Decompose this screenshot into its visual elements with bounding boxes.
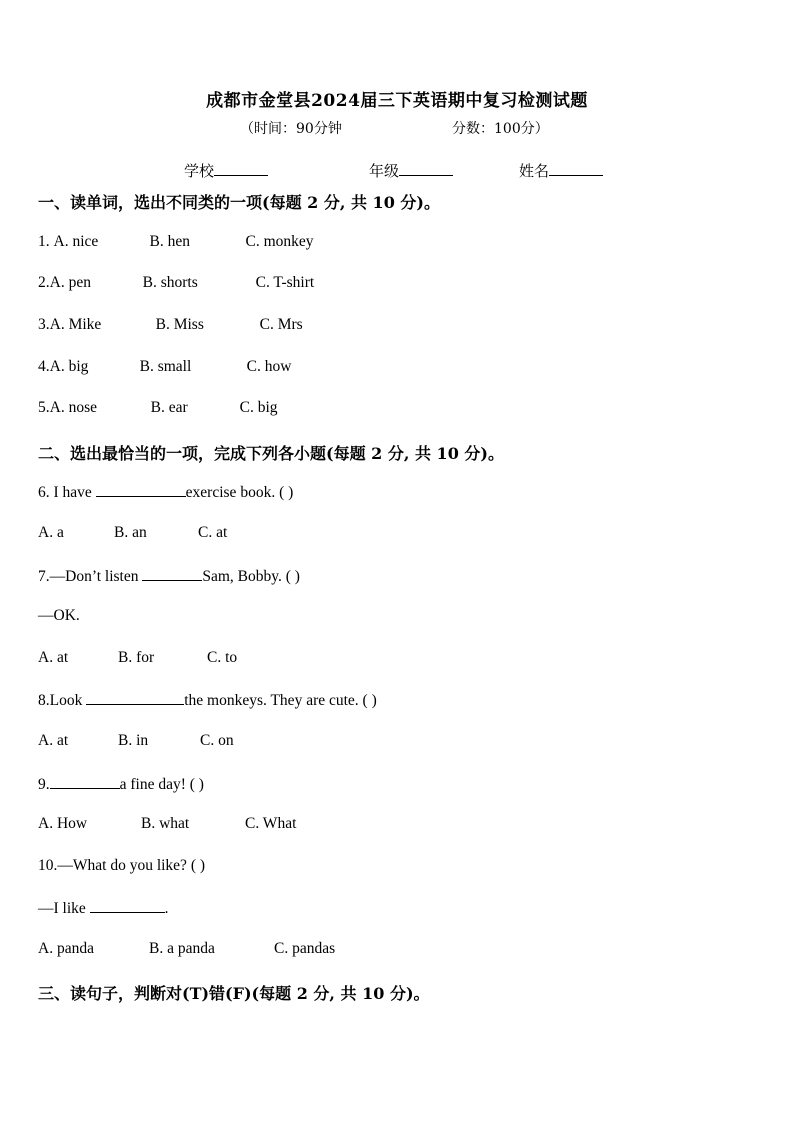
question-7: [38, 566, 300, 586]
question-text: 8.Look: [38, 692, 87, 709]
option-b[interactable]: B. small: [139, 358, 192, 375]
grade-blank[interactable]: [399, 160, 453, 176]
school-label: 学校: [184, 162, 215, 180]
grade-field: [369, 160, 453, 181]
question-number: 1.: [38, 233, 54, 250]
question-10-reply: [38, 898, 169, 918]
section2-heading: 二、选出最恰当的一项，完成下列各小题(每题 2 分, 共 10 分)。: [38, 444, 504, 463]
answer-blank[interactable]: [86, 690, 184, 705]
option-b[interactable]: B. shorts: [142, 274, 198, 291]
question-4: [38, 358, 291, 376]
option-c[interactable]: C. pandas: [274, 940, 336, 957]
option-b[interactable]: B. ear: [150, 399, 188, 416]
question-number: 4.: [38, 358, 50, 375]
section3-heading: 三、读句子，判断对(T)错(F)(每题 2 分, 共 10 分)。: [38, 984, 430, 1003]
option-b[interactable]: B. what: [141, 815, 190, 832]
question-7-options: [38, 649, 237, 667]
exam-time: （时间：90分钟: [240, 121, 342, 137]
option-c[interactable]: C. T-shirt: [255, 274, 315, 291]
question-1: [38, 233, 314, 251]
option-c[interactable]: C. Mrs: [259, 316, 303, 333]
option-b[interactable]: B. Miss: [155, 316, 204, 333]
option-b[interactable]: B. hen: [149, 233, 190, 250]
option-a[interactable]: A. at: [38, 732, 69, 749]
option-a[interactable]: A. at: [38, 649, 69, 666]
option-b[interactable]: B. an: [114, 524, 147, 541]
name-field: [519, 160, 603, 181]
option-c[interactable]: C. to: [207, 649, 238, 666]
school-field: [184, 160, 268, 181]
question-9: [38, 774, 204, 794]
grade-label: 年级: [369, 162, 400, 180]
option-b[interactable]: B. for: [118, 649, 155, 666]
question-6-options: [38, 524, 227, 542]
option-a[interactable]: A. nice: [53, 233, 99, 250]
question-text: a fine day! ( ): [119, 776, 204, 793]
answer-blank[interactable]: [90, 898, 165, 913]
question-text: exercise book. ( ): [185, 484, 294, 501]
question-6: [38, 482, 293, 502]
question-8-options: [38, 732, 234, 750]
option-c[interactable]: C. how: [246, 358, 292, 375]
question-8: [38, 690, 377, 710]
question-2: [38, 274, 314, 292]
question-text: the monkeys. They are cute. ( ): [184, 692, 377, 709]
question-text: 9.: [38, 776, 50, 793]
option-c[interactable]: C. on: [200, 732, 234, 749]
exam-score: 分数：100分）: [452, 121, 549, 137]
question-text: —I like: [38, 900, 90, 917]
question-number: 5.: [38, 399, 50, 416]
option-a[interactable]: A. Mike: [49, 316, 102, 333]
question-9-options: [38, 815, 296, 833]
question-7-reply: —OK.: [38, 607, 80, 624]
question-number: 2.: [38, 274, 50, 291]
question-text: 6. I have: [38, 484, 96, 501]
question-10-options: [38, 940, 335, 958]
school-blank[interactable]: [214, 160, 268, 176]
page-title: 成都市金堂县2024届三下英语期中复习检测试题: [206, 91, 588, 111]
section1-heading: 一、读单词，选出不同类的一项(每题 2 分, 共 10 分)。: [38, 193, 440, 212]
option-b[interactable]: B. a panda: [149, 940, 215, 957]
option-a[interactable]: A. big: [49, 358, 89, 375]
answer-blank[interactable]: [50, 774, 120, 789]
option-a[interactable]: A. pen: [49, 274, 91, 291]
option-c[interactable]: C. at: [198, 524, 228, 541]
option-c[interactable]: C. big: [239, 399, 278, 416]
option-c[interactable]: C. What: [245, 815, 297, 832]
option-b[interactable]: B. in: [118, 732, 149, 749]
answer-blank[interactable]: [142, 566, 202, 581]
question-number: 3.: [38, 316, 50, 333]
option-a[interactable]: A. nose: [49, 399, 97, 416]
question-5: [38, 399, 278, 417]
answer-blank[interactable]: [96, 482, 186, 497]
option-c[interactable]: C. monkey: [245, 233, 314, 250]
question-text: .: [164, 900, 169, 917]
name-blank[interactable]: [549, 160, 603, 176]
question-text: 7.—Don’t listen: [38, 568, 143, 585]
question-10: 10.—What do you like? ( ): [38, 857, 206, 874]
question-text: Sam, Bobby. ( ): [202, 568, 300, 585]
name-label: 姓名: [519, 162, 550, 180]
option-a[interactable]: A. panda: [38, 940, 94, 957]
question-3: [38, 316, 303, 334]
option-a[interactable]: A. a: [38, 524, 64, 541]
option-a[interactable]: A. How: [38, 815, 88, 832]
